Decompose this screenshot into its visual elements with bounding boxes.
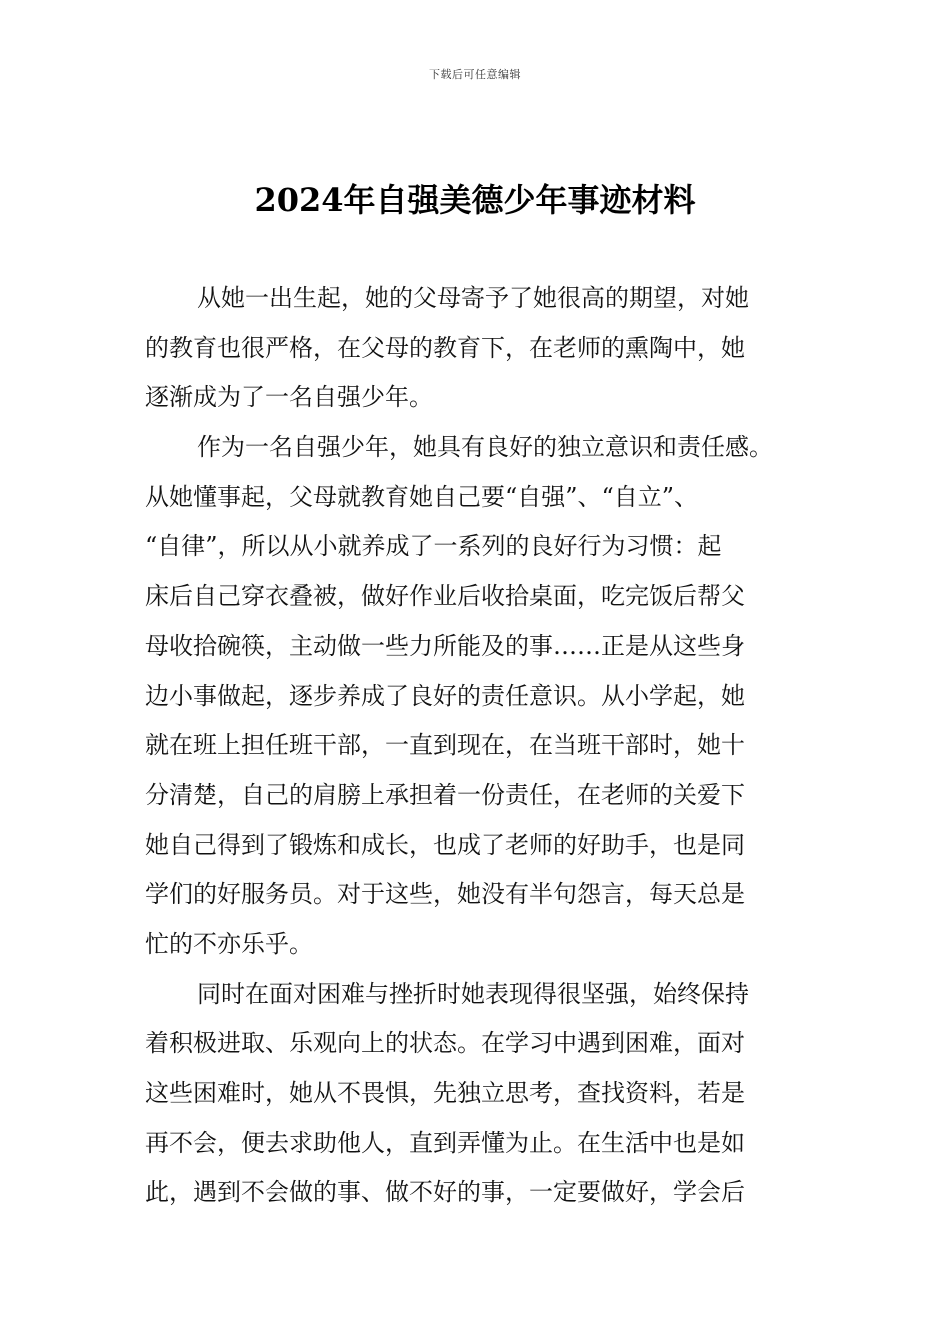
paragraph-2-line: 就在班上担任班干部，一直到现在，在当班干部时，她十 — [145, 731, 745, 760]
paragraph-2-line: 忙的不亦乐乎。 — [145, 929, 313, 958]
document-title: 2024年自强美德少年事迹材料 — [254, 181, 696, 219]
paragraph-2-line: 分清楚，自己的肩膀上承担着一份责任，在老师的关爱下 — [145, 780, 745, 809]
paragraph-2-line: 她自己得到了锻炼和成长，也成了老师的好助手，也是同 — [145, 830, 745, 859]
paragraph-1-line: 从她一出生起，她的父母寄予了她很高的期望，对她 — [197, 284, 749, 312]
paragraph-2-line: 从她懂事起，父母就教育她自己要“自强”、“自立”、 — [145, 482, 699, 511]
paragraph-3-line: 同时在面对困难与挫折时她表现得很坚强，始终保持 — [197, 979, 749, 1008]
paragraph-1-line: 的教育也很严格，在父母的教育下，在老师的熏陶中，她 — [145, 333, 745, 362]
paragraph-3-line: 着积极进取、乐观向上的状态。在学习中遇到困难，面对 — [145, 1029, 745, 1058]
paragraph-2-line: 边小事做起，逐步养成了良好的责任意识。从小学起，她 — [145, 681, 745, 710]
paragraph-2-line: “自律”，所以从小就养成了一系列的良好行为习惯：起 — [145, 532, 722, 561]
paragraph-1-line: 逐渐成为了一名自强少年。 — [145, 383, 433, 412]
paragraph-3-line: 再不会，便去求助他人，直到弄懂为止。在生活中也是如 — [145, 1128, 745, 1157]
paragraph-3-line: 此，遇到不会做的事、做不好的事，一定要做好，学会后 — [145, 1178, 745, 1207]
header-note: 下载后可任意编辑 — [429, 68, 521, 81]
paragraph-3-line: 这些困难时，她从不畏惧，先独立思考，查找资料，若是 — [145, 1079, 745, 1107]
document-body — [145, 274, 805, 1218]
paragraph-2-line: 学们的好服务员。对于这些，她没有半句怨言，每天总是 — [145, 880, 745, 909]
paragraph-2-line: 床后自己穿衣叠被，做好作业后收拾桌面，吃完饭后帮父 — [145, 582, 745, 611]
paragraph-2-line: 作为一名自强少年，她具有良好的独立意识和责任感。 — [197, 433, 773, 462]
paragraph-2-line: 母收拾碗筷，主动做一些力所能及的事……正是从这些身 — [145, 631, 745, 660]
